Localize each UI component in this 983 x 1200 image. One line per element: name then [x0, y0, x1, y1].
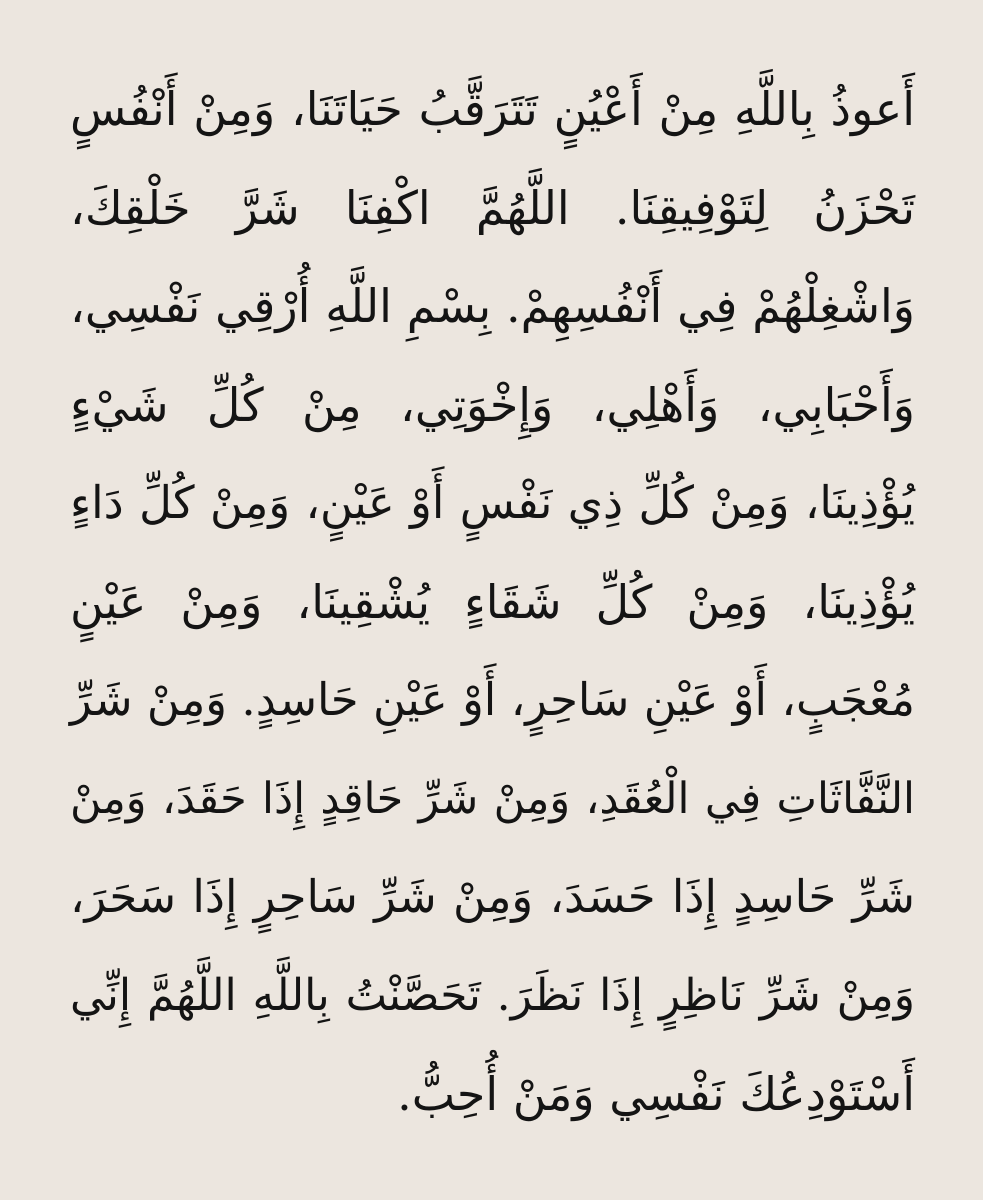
text-line-9: شَرِّ حَاسِدٍ إِذَا حَسَدَ، وَمِنْ شَرِّ سَاحِرٍ إِذَا سَحَرَ،	[70, 870, 915, 923]
text-line-3: وَاشْغِلْهُمْ فِي أَنْفُسِهِمْ. بِسْمِ اللَّهِ أُرْقِي نَفْسِي،	[70, 279, 915, 333]
text-line-7: مُعْجَبٍ، أَوْ عَيْنِ سَاحِرٍ، أَوْ عَيْنِ حَاسِدٍ. وَمِنْ شَرِّ	[70, 673, 915, 726]
text-line-2: تَحْزَنُ لِتَوْفِيقِنَا. اللَّهُمَّ اكْفِنَا شَرَّ خَلْقِكَ،	[70, 180, 915, 235]
text-line-8: النَّفَّاثَاتِ فِي الْعُقَدِ، وَمِنْ شَرِّ حَاقِدٍ إِذَا حَقَدَ، وَمِنْ	[70, 773, 915, 824]
text-line-10: وَمِنْ شَرِّ نَاظِرٍ إِذَا نَظَرَ. تَحَصَّنْتُ بِاللَّهِ اللَّهُمَّ إِنِّي	[70, 969, 915, 1021]
text-line-5: يُؤْذِينَا، وَمِنْ كُلِّ ذِي نَفْسٍ أَوْ عَيْنٍ، وَمِنْ كُلِّ دَاءٍ	[70, 476, 915, 529]
text-line-4: وَأَحْبَابِي، وَأَهْلِي، وَإِخْوَتِي، مِنْ كُلِّ شَيْءٍ	[70, 377, 915, 432]
text-line-1: أَعوذُ بِاللَّهِ مِنْ أَعْيُنٍ تَتَرَقَّبُ حَيَاتَنَا، وَمِنْ أَنْفُسٍ	[70, 82, 915, 136]
dua-text-block	[70, 60, 915, 1144]
text-line-11: أَسْتَوْدِعُكَ نَفْسِي وَمَنْ أُحِبُّ.	[397, 1067, 915, 1121]
text-line-6: يُؤْذِينَا، وَمِنْ كُلِّ شَقَاءٍ يُشْقِينَا، وَمِنْ عَيْنٍ	[70, 574, 915, 629]
